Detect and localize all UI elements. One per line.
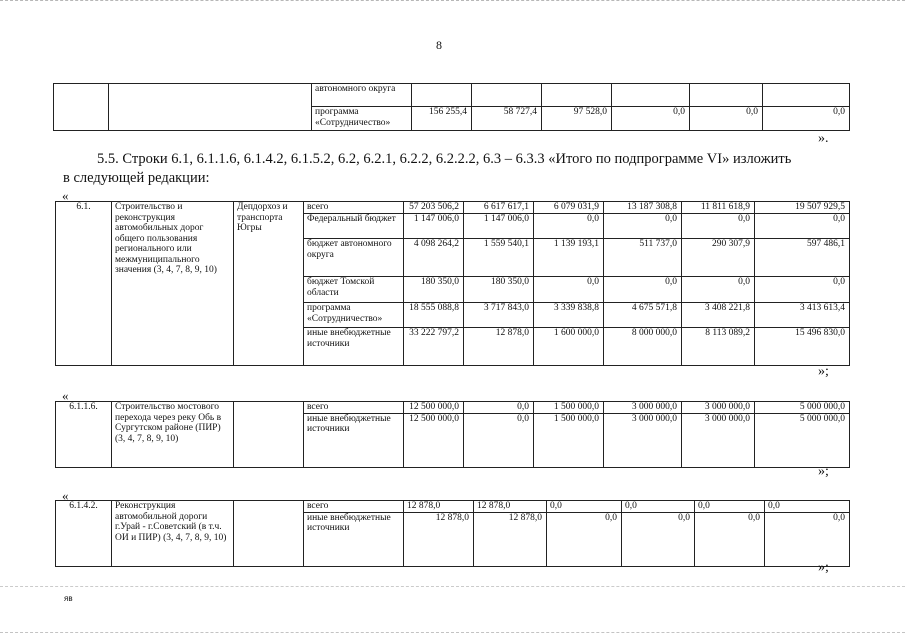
- table-6-1-4-2: [55, 500, 850, 567]
- paragraph-line-1: 5.5. Строки 6.1, 6.1.1.6, 6.1.4.2, 6.1.5.2, 6.2, 6.2.1, 6.2.2, 6.2.2.2, 6.3 – 6.3.3 «Итого по подпрограмме VI» изложить: [97, 151, 792, 167]
- value-cell: 3 000 000,0: [604, 413, 682, 467]
- value-cell: 1 500 000,0: [534, 402, 604, 414]
- name-cell: Реконструкция автомобильной дороги г.Урай - г.Советский (в т.ч. ОИ и ПИР) (3, 4, 7, 8, 9, 10): [112, 501, 234, 567]
- value-cell: 0,0: [622, 501, 695, 513]
- scan-bottom-edge: [0, 586, 905, 592]
- value-cell: 0,0: [612, 107, 690, 131]
- table-row: [56, 501, 850, 513]
- value-cell: 4 098 264,2: [404, 239, 464, 277]
- page-number: 8: [436, 38, 442, 52]
- opening-quote: «: [62, 188, 69, 203]
- value-cell: 156 255,4: [412, 107, 472, 131]
- opening-quote: «: [62, 488, 69, 503]
- value-cell: 8 113 089,2: [682, 328, 755, 366]
- value-cell: 0,0: [547, 501, 622, 513]
- closing-quote: »;: [818, 464, 829, 479]
- source-label: Федеральный бюджет: [304, 214, 404, 239]
- value-cell: 0,0: [765, 501, 850, 513]
- table-row: [56, 202, 850, 214]
- value-cell: 0,0: [682, 214, 755, 239]
- value-cell: 97 528,0: [542, 107, 612, 131]
- value-cell: 0,0: [755, 214, 850, 239]
- opening-quote: «: [62, 388, 69, 403]
- value-cell: 1 500 000,0: [534, 413, 604, 467]
- scan-bottom-edge-2: [0, 632, 905, 638]
- name-cell: Строительство мостового перехода через реку Обь в Сургутском районе (ПИР) (3, 4, 7, 8, 9, 10): [112, 402, 234, 468]
- value-cell: 0,0: [464, 402, 534, 414]
- value-cell: 0,0: [695, 512, 765, 566]
- value-cell: [472, 84, 542, 107]
- value-cell: 290 307,9: [682, 239, 755, 277]
- value-cell: 12 878,0: [474, 501, 547, 513]
- name-cell: Строительство и реконструкция автомобильных дорог общего пользования регионального или межмуниципального значения (3, 4, 7, 8, 9, 10): [112, 202, 234, 366]
- value-cell: 3 408 221,8: [682, 303, 755, 328]
- value-cell: 4 675 571,8: [604, 303, 682, 328]
- value-cell: 3 000 000,0: [682, 413, 755, 467]
- value-cell: 0,0: [604, 277, 682, 303]
- source-label: бюджет Томской области: [304, 277, 404, 303]
- source-label: иные внебюджетные источники: [304, 413, 404, 467]
- value-cell: 0,0: [682, 277, 755, 303]
- table-row: [54, 84, 850, 107]
- code-cell: 6.1.4.2.: [56, 501, 112, 567]
- value-cell: [612, 84, 690, 107]
- name-cell: [109, 84, 312, 131]
- table-6-1-1-6: [55, 401, 850, 468]
- value-cell: 19 507 929,5: [755, 202, 850, 214]
- value-cell: 11 811 618,9: [682, 202, 755, 214]
- value-cell: 0,0: [534, 214, 604, 239]
- value-cell: 1 139 193,1: [534, 239, 604, 277]
- value-cell: 12 878,0: [464, 328, 534, 366]
- value-cell: 8 000 000,0: [604, 328, 682, 366]
- closing-quote: »;: [818, 364, 829, 379]
- executor-cell: Депдорхоз и транспорта Югры: [234, 202, 304, 366]
- value-cell: [412, 84, 472, 107]
- closing-quote: ».: [818, 131, 829, 146]
- value-cell: 0,0: [534, 277, 604, 303]
- value-cell: 12 878,0: [474, 512, 547, 566]
- value-cell: 0,0: [464, 413, 534, 467]
- table-6-1: [55, 201, 850, 366]
- closing-quote: »;: [818, 560, 829, 575]
- value-cell: 0,0: [547, 512, 622, 566]
- value-cell: 33 222 797,2: [404, 328, 464, 366]
- value-cell: [690, 84, 763, 107]
- source-label: иные внебюджетные источники: [304, 328, 404, 366]
- value-cell: [763, 84, 850, 107]
- source-label: всего: [304, 202, 404, 214]
- value-cell: 3 000 000,0: [604, 402, 682, 414]
- value-cell: 5 000 000,0: [755, 402, 850, 414]
- value-cell: 3 339 838,8: [534, 303, 604, 328]
- table-continuation: [53, 83, 850, 131]
- scan-top-edge: [0, 0, 905, 6]
- table-row: [56, 402, 850, 414]
- footer-mark: яв: [64, 594, 73, 603]
- value-cell: [542, 84, 612, 107]
- value-cell: 15 496 830,0: [755, 328, 850, 366]
- value-cell: 13 187 308,8: [604, 202, 682, 214]
- source-label: бюджет автономного округа: [304, 239, 404, 277]
- value-cell: 3 413 613,4: [755, 303, 850, 328]
- value-cell: 0,0: [622, 512, 695, 566]
- value-cell: 0,0: [604, 214, 682, 239]
- source-label: программа «Сотрудничество»: [304, 303, 404, 328]
- value-cell: 180 350,0: [464, 277, 534, 303]
- value-cell: 1 147 006,0: [464, 214, 534, 239]
- value-cell: 18 555 088,8: [404, 303, 464, 328]
- value-cell: 6 617 617,1: [464, 202, 534, 214]
- value-cell: 57 203 506,2: [404, 202, 464, 214]
- value-cell: 12 500 000,0: [404, 413, 464, 467]
- executor-cell: [234, 501, 304, 567]
- value-cell: 12 878,0: [404, 501, 474, 513]
- value-cell: 1 600 000,0: [534, 328, 604, 366]
- value-cell: 0,0: [763, 107, 850, 131]
- value-cell: 3 000 000,0: [682, 402, 755, 414]
- code-cell: [54, 84, 109, 131]
- value-cell: 12 878,0: [404, 512, 474, 566]
- value-cell: 180 350,0: [404, 277, 464, 303]
- value-cell: 1 147 006,0: [404, 214, 464, 239]
- value-cell: 58 727,4: [472, 107, 542, 131]
- value-cell: 5 000 000,0: [755, 413, 850, 467]
- source-label: программа «Сотрудничество»: [312, 107, 412, 131]
- code-cell: 6.1.1.6.: [56, 402, 112, 468]
- value-cell: 0,0: [765, 512, 850, 566]
- value-cell: 6 079 031,9: [534, 202, 604, 214]
- executor-cell: [234, 402, 304, 468]
- value-cell: 0,0: [755, 277, 850, 303]
- source-label: иные внебюджетные источники: [304, 512, 404, 566]
- source-label: всего: [304, 501, 404, 513]
- value-cell: 1 559 540,1: [464, 239, 534, 277]
- value-cell: 0,0: [695, 501, 765, 513]
- source-label: автономного округа: [312, 84, 412, 107]
- code-cell: 6.1.: [56, 202, 112, 366]
- value-cell: 511 737,0: [604, 239, 682, 277]
- source-label: всего: [304, 402, 404, 414]
- value-cell: 12 500 000,0: [404, 402, 464, 414]
- value-cell: 597 486,1: [755, 239, 850, 277]
- value-cell: 3 717 843,0: [464, 303, 534, 328]
- paragraph-line-2: в следующей редакции:: [63, 170, 210, 186]
- value-cell: 0,0: [690, 107, 763, 131]
